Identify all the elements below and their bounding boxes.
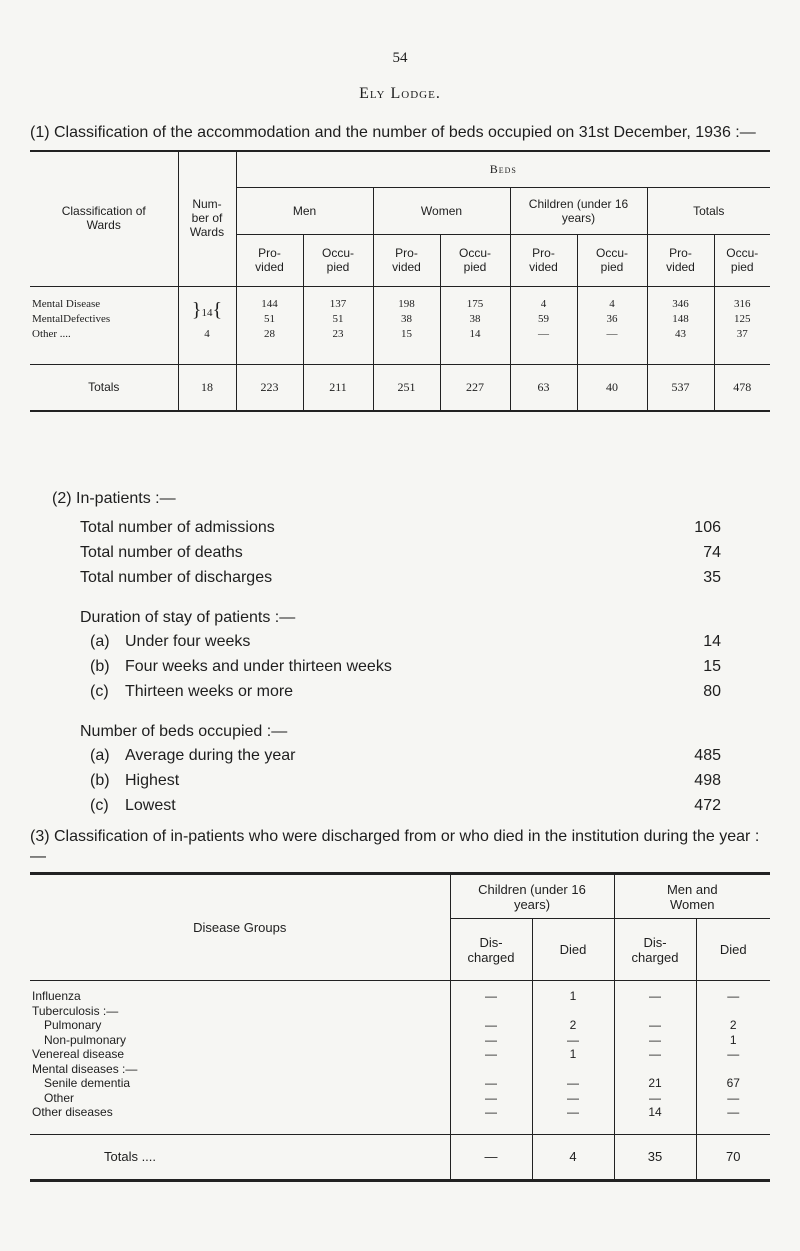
table-cell: — bbox=[532, 1091, 614, 1106]
section1-intro: (1) Classification of the accommodation and the number of beds occupied on 31st December, 1936 :— bbox=[30, 124, 756, 141]
table-cell: 148 bbox=[647, 312, 714, 327]
header-women-occupied: Occu-pied bbox=[440, 234, 510, 286]
duration-key-c: (c) bbox=[90, 683, 109, 700]
beds-value-b: 498 bbox=[694, 772, 721, 789]
page-number: 54 bbox=[392, 50, 408, 66]
beds-value-a: 485 bbox=[694, 747, 721, 764]
header-men: Men bbox=[236, 187, 373, 234]
header-classification: Classification of Wards bbox=[30, 151, 178, 286]
beds-key-c: (c) bbox=[90, 797, 109, 814]
duration-value-a: 14 bbox=[703, 633, 721, 650]
page-heading: Ely Lodge. bbox=[359, 85, 441, 102]
table-cell: 40 bbox=[577, 365, 647, 411]
wards-brace: }14{ bbox=[178, 286, 236, 327]
table-cell: 23 bbox=[303, 327, 373, 365]
table-cell: — bbox=[577, 327, 647, 365]
table-cell: 4 bbox=[577, 286, 647, 312]
totals-label: Totals bbox=[30, 365, 178, 411]
table-cell: 4 bbox=[510, 286, 577, 312]
table-cell bbox=[696, 1004, 770, 1019]
header-disease-groups: Disease Groups bbox=[30, 874, 450, 981]
deaths-label: Total number of deaths bbox=[80, 544, 243, 561]
header-children-discharged: Dis-charged bbox=[450, 919, 532, 981]
table-cell: 51 bbox=[236, 312, 303, 327]
table-cell: 38 bbox=[440, 312, 510, 327]
header-beds: Beds bbox=[236, 151, 770, 187]
disease-row-label: Non-pulmonary bbox=[44, 1032, 127, 1047]
table-cell: — bbox=[614, 1033, 696, 1048]
duration-label-c: Thirteen weeks or more bbox=[125, 683, 294, 700]
table-cell bbox=[614, 1004, 696, 1019]
header-children: Children (under 16 years) bbox=[510, 187, 647, 234]
table-cell: — bbox=[450, 1076, 532, 1091]
beds-key-a: (a) bbox=[90, 747, 110, 764]
row-label-other: Other .... bbox=[32, 327, 71, 340]
beds-label-b: Highest bbox=[125, 772, 180, 789]
table-cell: 15 bbox=[373, 327, 440, 365]
table-cell bbox=[450, 1004, 532, 1019]
disease-row-label: Influenza bbox=[32, 989, 81, 1003]
row-label-mental-disease: Mental Disease bbox=[32, 297, 101, 310]
header-men-occupied: Occu-pied bbox=[303, 234, 373, 286]
table-cell: — bbox=[696, 981, 770, 1004]
header-adults-discharged: Dis-charged bbox=[614, 919, 696, 981]
table-cell: 70 bbox=[696, 1134, 770, 1180]
table-cell: — bbox=[450, 1033, 532, 1048]
beds-value-c: 472 bbox=[694, 797, 721, 814]
table-cell: — bbox=[450, 981, 532, 1004]
header-adults-died: Died bbox=[696, 919, 770, 981]
disease-row-label: Pulmonary bbox=[44, 1018, 102, 1032]
table-cell: 2 bbox=[532, 1018, 614, 1033]
table-cell: 1 bbox=[696, 1033, 770, 1048]
admissions-value: 106 bbox=[694, 519, 721, 536]
discharges-value: 35 bbox=[703, 569, 721, 586]
table-cell: 198 bbox=[373, 286, 440, 312]
table-cell: — bbox=[510, 327, 577, 365]
table-cell: — bbox=[614, 1018, 696, 1033]
section2-title: (2) In-patients :— bbox=[52, 490, 176, 507]
table-cell: — bbox=[450, 1105, 532, 1134]
table-cell: 59 bbox=[510, 312, 577, 327]
table-cell: 223 bbox=[236, 365, 303, 411]
table-cell: 137 bbox=[303, 286, 373, 312]
table-cell: — bbox=[450, 1091, 532, 1106]
table-cell: 28 bbox=[236, 327, 303, 365]
table-cell: — bbox=[614, 981, 696, 1004]
beds-key-b: (b) bbox=[90, 772, 110, 789]
table-cell: 316 bbox=[714, 286, 770, 312]
header-totals-occupied: Occu-pied bbox=[714, 234, 770, 286]
table-cell: 35 bbox=[614, 1134, 696, 1180]
table-cell: 4 bbox=[532, 1134, 614, 1180]
table-cell bbox=[614, 1062, 696, 1077]
table-cell bbox=[696, 1062, 770, 1077]
table-cell: 2 bbox=[696, 1018, 770, 1033]
disease-row-label: Other bbox=[44, 1090, 75, 1105]
table-cell: 537 bbox=[647, 365, 714, 411]
table-cell: 478 bbox=[714, 365, 770, 411]
table-cell: 175 bbox=[440, 286, 510, 312]
duration-label-b: Four weeks and under thirteen weeks bbox=[125, 658, 392, 675]
header-men-and-women: Men and Women bbox=[614, 874, 770, 919]
table-cell: 144 bbox=[236, 286, 303, 312]
table-cell: 4 bbox=[178, 327, 236, 365]
header-women: Women bbox=[373, 187, 510, 234]
totals-label: Totals .... bbox=[30, 1134, 450, 1180]
table-cell: — bbox=[696, 1047, 770, 1062]
section3-intro: (3) Classification of in-patients who were discharged from or who died in the institution during the year :— bbox=[30, 828, 760, 865]
table-cell: 227 bbox=[440, 365, 510, 411]
header-children-under-16: Children (under 16 years) bbox=[450, 874, 614, 919]
disease-row-label: Senile dementia bbox=[44, 1076, 131, 1090]
table-cell: 1 bbox=[532, 1047, 614, 1062]
disease-row-label: Venereal disease bbox=[32, 1047, 125, 1061]
disease-row-label: Tuberculosis :— bbox=[32, 1003, 119, 1018]
table-cell bbox=[532, 1004, 614, 1019]
admissions-label: Total number of admissions bbox=[80, 519, 275, 536]
disease-row-label: Other diseases bbox=[32, 1105, 113, 1119]
header-children-provided: Pro-vided bbox=[510, 234, 577, 286]
discharges-label: Total number of discharges bbox=[80, 569, 273, 586]
duration-value-c: 80 bbox=[703, 683, 721, 700]
duration-title: Duration of stay of patients :— bbox=[80, 609, 296, 626]
table-cell: — bbox=[696, 1091, 770, 1106]
beds-label-a: Average during the year bbox=[125, 747, 296, 764]
table-cell: 51 bbox=[303, 312, 373, 327]
disease-row-label: Mental diseases :— bbox=[32, 1061, 138, 1076]
table-cell: 63 bbox=[510, 365, 577, 411]
table-cell: — bbox=[614, 1047, 696, 1062]
table-cell: 14 bbox=[440, 327, 510, 365]
table-cell: 37 bbox=[714, 327, 770, 365]
table-cell: 36 bbox=[577, 312, 647, 327]
accommodation-table bbox=[30, 150, 770, 412]
header-children-died: Died bbox=[532, 919, 614, 981]
discharge-classification-table bbox=[30, 872, 770, 1182]
table-cell: — bbox=[532, 1076, 614, 1091]
table-cell: — bbox=[614, 1091, 696, 1106]
table-cell: 38 bbox=[373, 312, 440, 327]
row-label-mental-defectives: MentalDefectives bbox=[32, 312, 111, 325]
table-cell: 43 bbox=[647, 327, 714, 365]
table-cell: 125 bbox=[714, 312, 770, 327]
table-cell: 67 bbox=[696, 1076, 770, 1091]
table-cell: 14 bbox=[614, 1105, 696, 1134]
header-totals: Totals bbox=[647, 187, 770, 234]
table-cell: 251 bbox=[373, 365, 440, 411]
table-cell: 18 bbox=[178, 365, 236, 411]
duration-key-a: (a) bbox=[90, 633, 110, 650]
header-children-occupied: Occu-pied bbox=[577, 234, 647, 286]
header-num-wards: Num-ber of Wards bbox=[178, 151, 236, 286]
duration-key-b: (b) bbox=[90, 658, 110, 675]
table-cell bbox=[450, 1062, 532, 1077]
table-cell: — bbox=[532, 1105, 614, 1134]
duration-label-a: Under four weeks bbox=[125, 633, 251, 650]
table-cell: — bbox=[450, 1018, 532, 1033]
table-cell: — bbox=[696, 1105, 770, 1134]
beds-label-c: Lowest bbox=[125, 797, 176, 814]
deaths-value: 74 bbox=[703, 544, 721, 561]
table-cell bbox=[532, 1062, 614, 1077]
header-women-provided: Pro-vided bbox=[373, 234, 440, 286]
table-cell: — bbox=[450, 1047, 532, 1062]
beds-title: Number of beds occupied :— bbox=[80, 723, 288, 740]
table-cell: — bbox=[450, 1134, 532, 1180]
table-cell: 1 bbox=[532, 981, 614, 1004]
table-cell: — bbox=[532, 1033, 614, 1048]
header-totals-provided: Pro-vided bbox=[647, 234, 714, 286]
table-cell: 346 bbox=[647, 286, 714, 312]
duration-value-b: 15 bbox=[703, 658, 721, 675]
table-cell: 21 bbox=[614, 1076, 696, 1091]
header-men-provided: Pro-vided bbox=[236, 234, 303, 286]
table-cell: 211 bbox=[303, 365, 373, 411]
